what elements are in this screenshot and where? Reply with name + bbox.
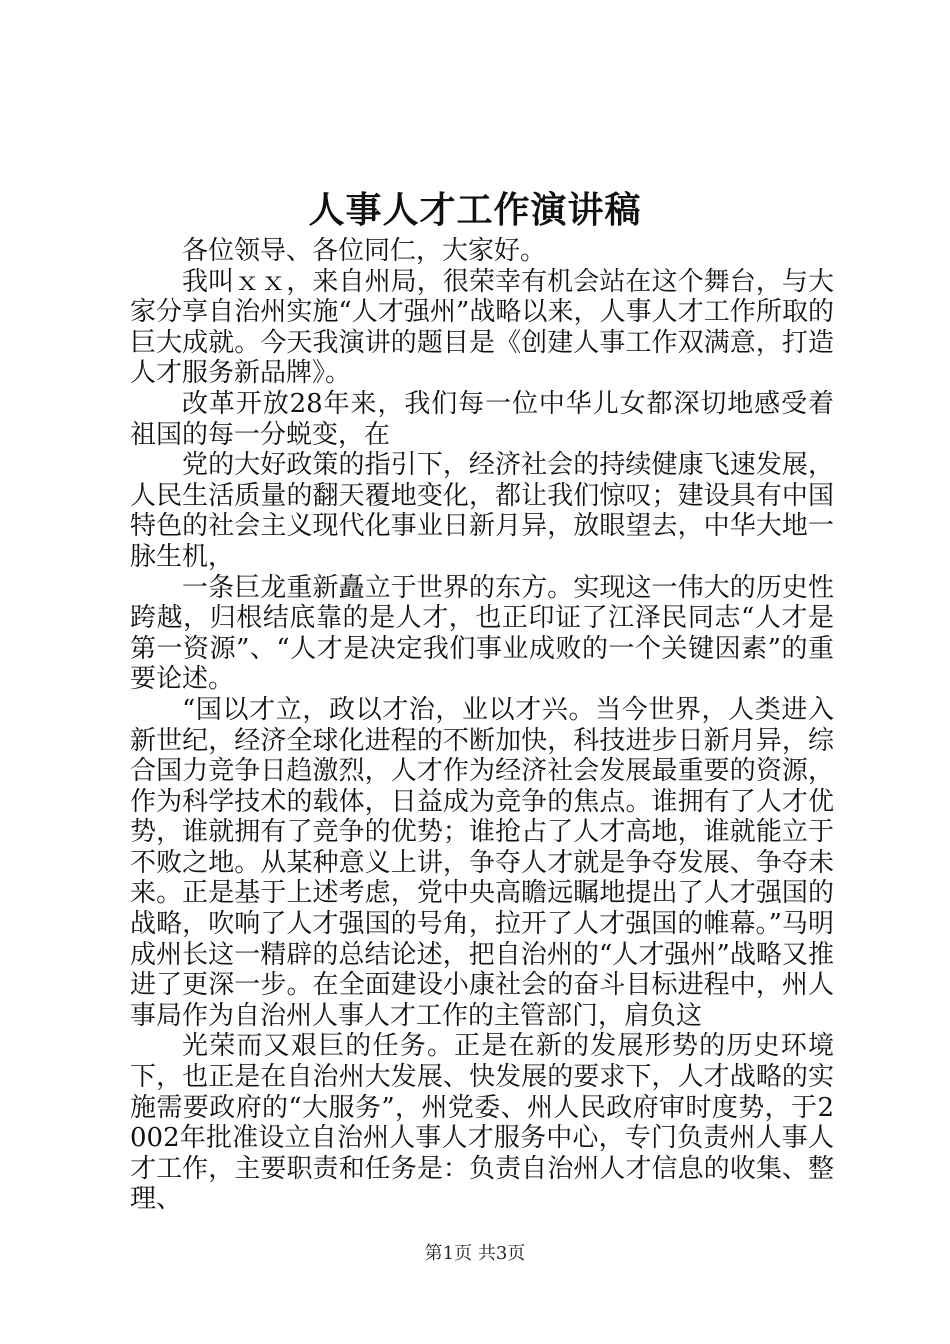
document-body xyxy=(130,236,834,1215)
paragraph: 光荣而又艰巨的任务。正是在新的发展形势的历史环境下，也正是在自治州大发展、快发展的要求下，人才战略的实施需要政府的“大服务”，州党委、州人民政府审时度势，于2002年批准设立自治州人事人才服务中心，专门负责州人事人才工作，主要职责和任务是：负责自治州人才信息的收集、整理、 xyxy=(130,1031,834,1215)
paragraph: 各位领导、各位同仁，大家好。 xyxy=(182,236,547,266)
paragraph: 一条巨龙重新矗立于世界的东方。实现这一伟大的历史性跨越，归根结底靠的是人才，也正印证了江泽民同志“人才是第一资源”、“人才是决定我们事业成败的一个关键因素”的重要论述。 xyxy=(130,572,834,695)
paragraph: “国以才立，政以才治，业以才兴。当今世界，人类进入新世纪，经济全球化进程的不断加快，科技进步日新月异，综合国力竞争日趋激烈，人才作为经济社会发展最重要的资源，作为科学技术的载体，日益成为竞争的焦点。谁拥有了人才优势，谁就拥有了竞争的优势；谁抢占了人才高地，谁就能立于不败之地。从某种意义上讲，争夺人才就是争夺发展、争夺未来。正是基于上述考虑，党中央高瞻远瞩地提出了人才强国的战略，吹响了人才强国的号角，拉开了人才强国的帷幕。”马明成州长这一精辟的总结论述，把自治州的“人才强州”战略又推进了更深一步。在全面建设小康社会的奋斗目标进程中，州人事局作为自治州人事人才工作的主管部门，肩负这 xyxy=(130,694,834,1031)
paragraph: 改革开放28年来，我们每一位中华儿女都深切地感受着祖国的每一分蜕变，在 xyxy=(130,388,834,450)
paragraph: 党的大好政策的指引下，经济社会的持续健康飞速发展，人民生活质量的翻天覆地变化，都让我们惊叹；建设具有中国特色的社会主义现代化事业日新月异，放眼望去，中华大地一脉生机， xyxy=(130,450,834,572)
page-number-footer: 第1页 共3页 xyxy=(424,1243,526,1264)
paragraph: 我叫ｘｘ，来自州局，很荣幸有机会站在这个舞台，与大家分享自治州实施“人才强州”战略以来，人事人才工作所取的巨大成就。今天我演讲的题目是《创建人事工作双满意，打造人才服务新品牌》。 xyxy=(130,266,834,389)
document-title: 人事人才工作演讲稿 xyxy=(308,189,642,231)
